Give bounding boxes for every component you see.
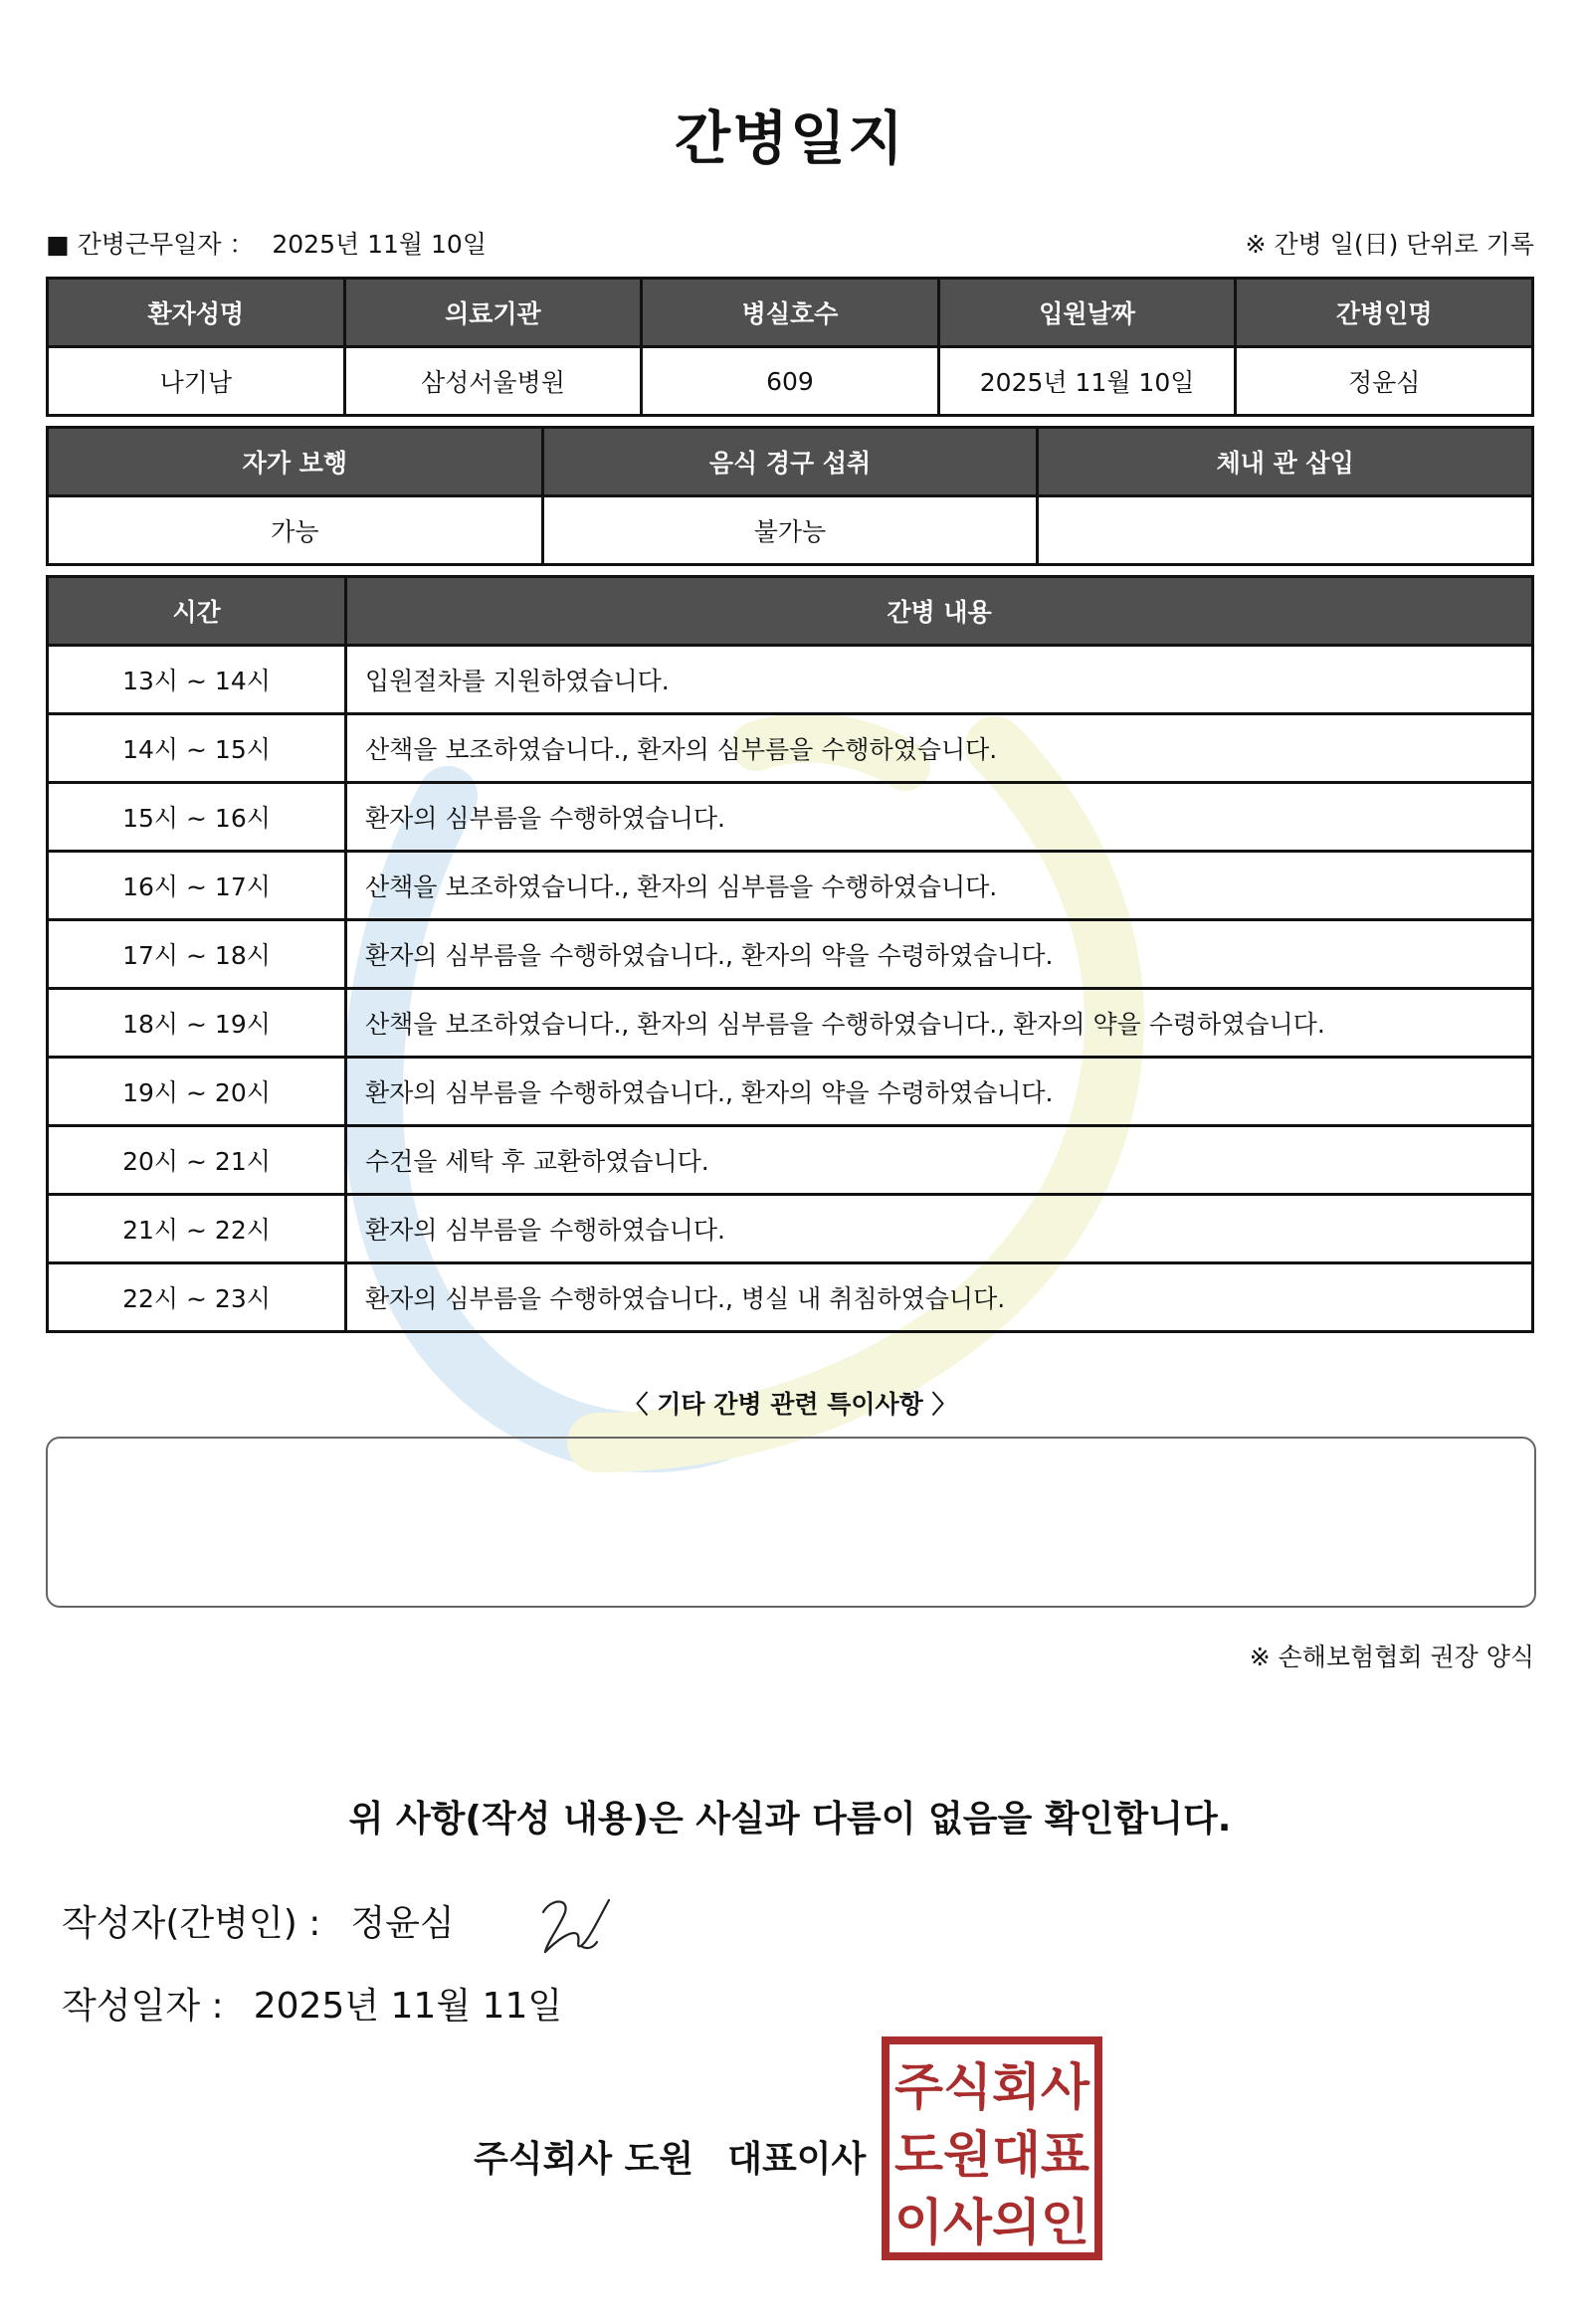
table-row [48, 1058, 1533, 1126]
admission-date: 2025년 11월 10일 [938, 347, 1236, 416]
seal-line-2: 도원대표 [894, 2126, 1090, 2184]
work-date-line [46, 225, 487, 261]
company-line [474, 2131, 866, 2182]
written-date-label: 작성일자 : [62, 1986, 224, 2027]
header-self-walking: 자가 보행 [48, 428, 543, 496]
seal-line-1: 주식회사 [894, 2058, 1090, 2116]
patient-header-row [48, 279, 1533, 347]
header-hospital: 의료기관 [344, 279, 642, 347]
room-number: 609 [642, 347, 939, 416]
seal-line-3: 이사의인 [894, 2194, 1089, 2251]
log-content: 산책을 보조하였습니다., 환자의 심부름을 수행하였습니다. [346, 714, 1533, 783]
table-row [48, 920, 1533, 989]
log-content: 환자의 심부름을 수행하였습니다. [346, 1195, 1533, 1263]
work-date-value: 2025년 11월 10일 [272, 230, 487, 259]
log-content: 환자의 심부름을 수행하였습니다., 병실 내 취침하였습니다. [346, 1263, 1533, 1332]
header-time: 시간 [48, 577, 346, 646]
caregiver-name: 정윤심 [1236, 347, 1533, 416]
header-care-content: 간병 내용 [346, 577, 1533, 646]
patient-value-row [48, 347, 1533, 416]
header-room-number: 병실호수 [642, 279, 939, 347]
tube-insertion-value [1038, 496, 1533, 565]
company-title: 대표이사 [727, 2139, 867, 2180]
hospital-name: 삼성서울병원 [344, 347, 642, 416]
written-date-value: 2025년 11월 11일 [253, 1986, 563, 2027]
writer-line [62, 1895, 455, 1946]
log-content: 환자의 심부름을 수행하였습니다. [346, 783, 1533, 852]
unit-note: ※ 간병 일(日) 단위로 기록 [1245, 230, 1534, 259]
oral-intake-value: 불가능 [542, 496, 1038, 565]
written-date-line [62, 1978, 562, 2029]
writer-label: 작성자(간병인) : [62, 1903, 321, 1944]
header-caregiver-name: 간병인명 [1236, 279, 1533, 347]
company-name: 주식회사 도원 [474, 2139, 694, 2180]
page-title: 간병일지 [674, 104, 906, 172]
log-time: 18시 ~ 19시 [48, 989, 346, 1058]
status-value-row [48, 496, 1533, 565]
header-oral-intake: 음식 경구 섭취 [542, 428, 1038, 496]
table-row [48, 852, 1533, 920]
header-tube-insertion: 체내 관 삽입 [1038, 428, 1533, 496]
log-time: 20시 ~ 21시 [48, 1126, 346, 1195]
table-row [48, 1126, 1533, 1195]
patient-status-table [46, 426, 1534, 566]
self-walking-value: 가능 [48, 496, 543, 565]
table-row [48, 714, 1533, 783]
table-row [48, 783, 1533, 852]
log-time: 17시 ~ 18시 [48, 920, 346, 989]
log-content: 환자의 심부름을 수행하였습니다., 환자의 약을 수령하였습니다. [346, 920, 1533, 989]
header-patient-name: 환자성명 [48, 279, 345, 347]
care-log-table [46, 575, 1534, 1333]
log-header-row [48, 577, 1533, 646]
confirmation-statement: 위 사항(작성 내용)은 사실과 다름이 없음을 확인합니다. [348, 1799, 1232, 1840]
work-date-label: ■ 간병근무일자 ： [46, 230, 255, 259]
company-seal [882, 2036, 1102, 2260]
table-row [48, 1195, 1533, 1263]
notes-box [46, 1437, 1536, 1608]
log-content: 입원절차를 지원하였습니다. [346, 646, 1533, 714]
log-content: 환자의 심부름을 수행하였습니다., 환자의 약을 수령하였습니다. [346, 1058, 1533, 1126]
table-row [48, 1263, 1533, 1332]
form-source-note: ※ 손해보험협회 권장 양식 [1249, 1643, 1534, 1671]
patient-name: 나기남 [48, 347, 345, 416]
writer-name: 정윤심 [350, 1903, 455, 1944]
log-content: 산책을 보조하였습니다., 환자의 심부름을 수행하였습니다. [346, 852, 1533, 920]
log-time: 21시 ~ 22시 [48, 1195, 346, 1263]
status-header-row [48, 428, 1533, 496]
table-row [48, 989, 1533, 1058]
table-row [48, 646, 1533, 714]
log-time: 22시 ~ 23시 [48, 1263, 346, 1332]
log-time: 13시 ~ 14시 [48, 646, 346, 714]
log-time: 15시 ~ 16시 [48, 783, 346, 852]
patient-info-table [46, 277, 1534, 417]
log-time: 14시 ~ 15시 [48, 714, 346, 783]
notes-heading: 〈 기타 간병 관련 특이사항 〉 [623, 1390, 957, 1419]
log-content: 산책을 보조하였습니다., 환자의 심부름을 수행하였습니다., 환자의 약을 수령하였습니다. [346, 989, 1533, 1058]
log-time: 19시 ~ 20시 [48, 1058, 346, 1126]
handwritten-signature [537, 1890, 617, 1960]
log-time: 16시 ~ 17시 [48, 852, 346, 920]
log-content: 수건을 세탁 후 교환하였습니다. [346, 1126, 1533, 1195]
header-admission-date: 입원날짜 [938, 279, 1236, 347]
